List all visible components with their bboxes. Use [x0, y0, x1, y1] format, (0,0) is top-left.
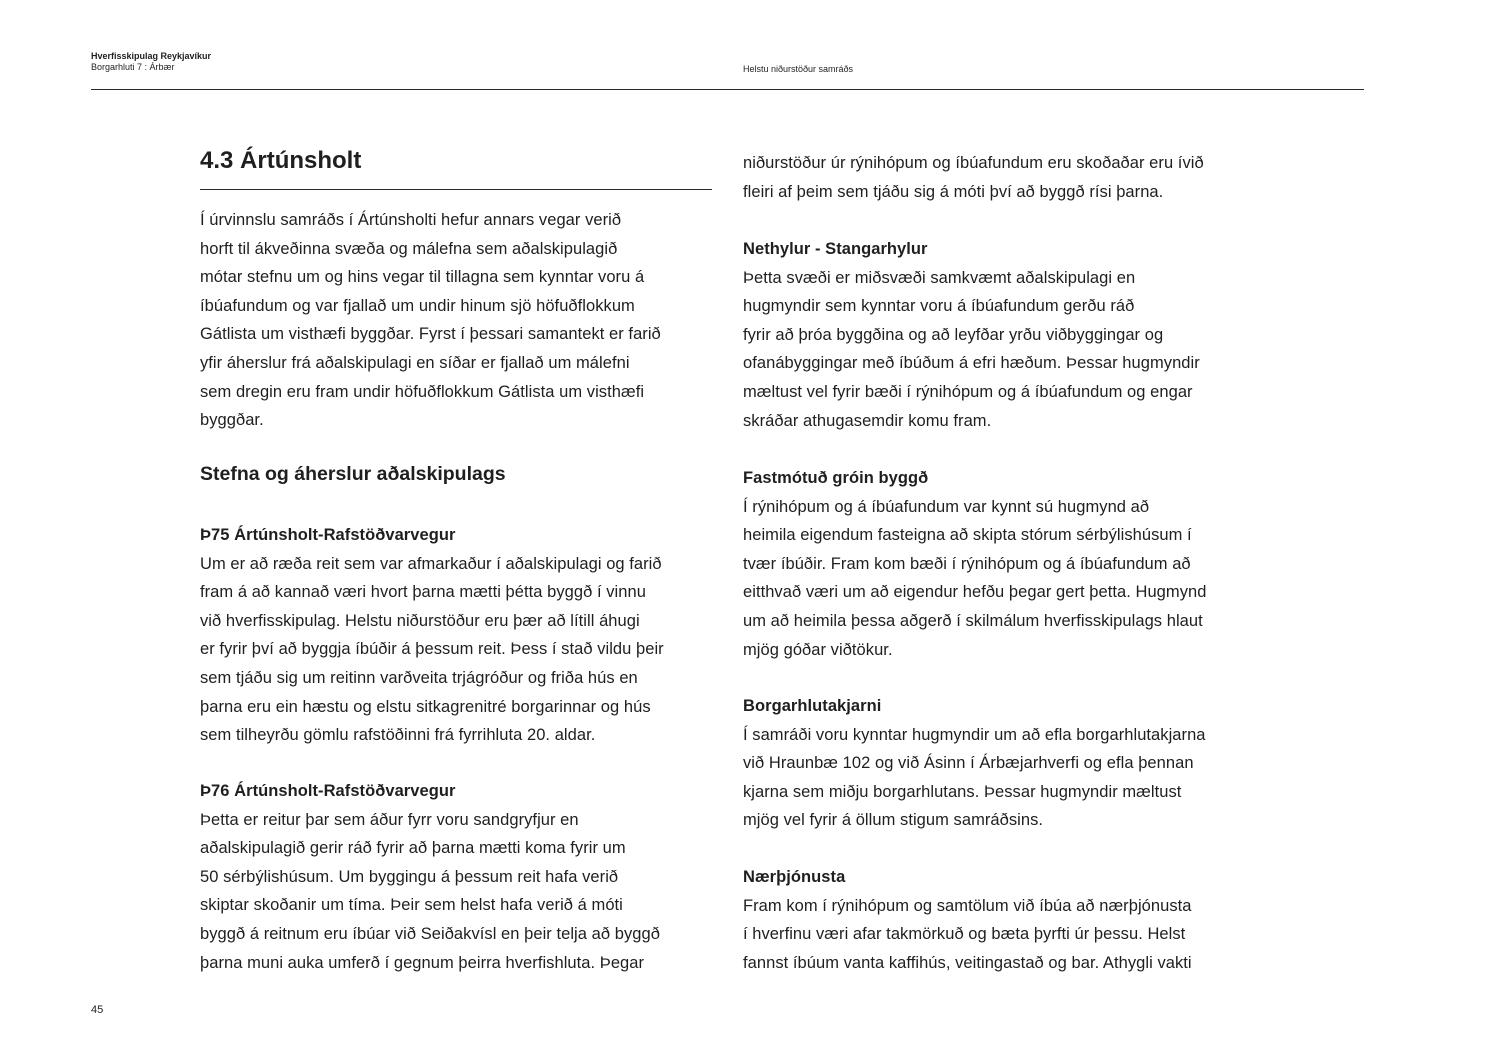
- text-line: Í rýnihópum og á íbúafundum var kynnt sú hugmynd að: [743, 497, 1150, 516]
- text-line: við hverfisskipulag. Helstu niðurstöður eru þær að lítill áhugi: [200, 611, 640, 630]
- text-line: Í úrvinnslu samráðs í Ártúnsholti hefur annars vegar verið: [200, 211, 622, 229]
- section-title: Fastmótuð gróin byggð: [743, 469, 929, 487]
- text-line: byggð á reitnum eru íbúar við Seiðakvísl en þeir telja að byggð: [200, 924, 660, 943]
- section-naerthjonusta: [743, 863, 1192, 977]
- text-line: fannst íbúum vanta kaffihús, veitingastað og bar. Athygli vakti: [743, 953, 1192, 972]
- text-line: heimila eigendum fasteigna að skipta stórum sérbýlishúsum í: [743, 526, 1192, 545]
- section-title: Nærþjónusta: [743, 868, 846, 886]
- text-line: sem tilheyrðu gömlu rafstöðinni frá fyrrihluta 20. aldar.: [200, 726, 596, 745]
- text-line: kjarna sem miðju borgarhlutans. Þessar hugmyndir mæltust: [743, 782, 1182, 801]
- text-line: Gátlista um visthæfi byggðar. Fyrst í þessari samantekt er farið: [200, 325, 661, 344]
- document-title: Hverfisskipulag Reykjavíkur: [91, 51, 212, 61]
- text-line: við Hraunbæ 102 og við Ásinn í Árbæjarhverfi og efla þennan: [743, 754, 1194, 773]
- header-divider: [91, 89, 1364, 90]
- document-subtitle: Borgarhluti 7 : Árbær: [91, 62, 175, 72]
- text-line: um að heimila þessa aðgerð í skilmálum hverfisskipulags hlaut: [743, 611, 1203, 630]
- section-subheading: Stefna og áherslur aðalskipulags: [200, 463, 506, 485]
- text-line: í hverfinu væri afar takmörkuð og bæta þyrfti úr þessu. Helst: [743, 925, 1186, 944]
- text-line: sem dregin eru fram undir höfuðflokkum Gátlista um visthæfi: [200, 382, 645, 401]
- text-line: ofanábyggingar með íbúðum á efri hæðum. Þessar hugmyndir: [743, 354, 1200, 373]
- text-line: yfir áherslur frá aðalskipulagi en síðar er fjallað um málefni: [200, 353, 630, 372]
- section-title: Þ75 Ártúnsholt-Rafstöðvarvegur: [200, 526, 456, 544]
- text-line: aðalskipulagið gerir ráð fyrir að þarna mætti koma fyrir um: [200, 839, 626, 858]
- section-title: Borgarhlutakjarni: [743, 697, 882, 715]
- text-line: byggðar.: [200, 411, 264, 430]
- continuation-paragraph: [743, 149, 1204, 206]
- text-line: Þetta svæði er miðsvæði samkvæmt aðalskipulagi en: [743, 268, 1136, 287]
- text-line: tvær íbúðir. Fram kom bæði í rýnihópum og á íbúafundum að: [743, 554, 1191, 573]
- text-line: mjög vel fyrir á öllum stigum samráðsins.: [743, 811, 1044, 830]
- text-line: hugmyndir sem kynntar voru á íbúafundum gerðu ráð: [743, 297, 1135, 316]
- section-title: Nethylur - Stangarhylur: [743, 240, 928, 258]
- section-th75: [200, 521, 664, 750]
- text-line: Í samráði voru kynntar hugmyndir um að efla borgarhlutakjarna: [743, 725, 1206, 744]
- section-fastmotud: [743, 464, 1206, 664]
- text-line: niðurstöður úr rýnihópum og íbúafundum eru skoðaðar eru ívið: [743, 154, 1204, 172]
- intro-paragraph: [200, 206, 661, 435]
- text-line: íbúafundum og var fjallað um undir hinum sjö höfuðflokkum: [200, 296, 635, 315]
- text-line: fleiri af þeim sem tjáðu sig á móti því að byggð rísi þarna.: [743, 182, 1164, 201]
- running-header: [91, 51, 211, 73]
- text-line: 50 sérbýlishúsum. Um byggingu á þessum reit hafa verið: [200, 867, 619, 886]
- title-divider: [200, 189, 712, 190]
- page-title: 4.3 Ártúnsholt: [200, 147, 362, 174]
- text-line: Um er að ræða reit sem var afmarkaður í aðalskipulagi og farið: [200, 554, 662, 573]
- text-line: mæltust vel fyrir bæði í rýnihópum og á íbúafundum og engar: [743, 382, 1193, 401]
- section-borgarhlutakjarni: [743, 692, 1206, 835]
- text-line: þarna eru ein hæstu og elstu sitkagrenitré borgarinnar og hús: [200, 697, 651, 716]
- text-line: sem tjáðu sig um reitinn varðveita trjágróður og friða hús en: [200, 668, 638, 687]
- text-line: Fram kom í rýnihópum og samtölum við íbúa að nærþjónusta: [743, 896, 1192, 915]
- text-line: horft til ákveðinna svæða og málefna sem aðalskipulagið: [200, 239, 618, 258]
- page-number: 45: [91, 1004, 104, 1016]
- text-line: skráðar athugasemdir komu fram.: [743, 411, 992, 430]
- text-line: mótar stefnu um og hins vegar til tillagna sem kynntar voru á: [200, 268, 645, 287]
- section-title: Þ76 Ártúnsholt-Rafstöðvarvegur: [200, 782, 456, 800]
- text-line: Þetta er reitur þar sem áður fyrr voru sandgryfjur en: [200, 810, 579, 829]
- text-line: skiptar skoðanir um tíma. Þeir sem helst hafa verið á móti: [200, 896, 623, 915]
- section-nethylur: [743, 235, 1200, 435]
- text-line: mjög góðar viðtökur.: [743, 640, 893, 659]
- text-line: er fyrir því að byggja íbúðir á þessum reit. Þess í stað vildu þeir: [200, 640, 664, 659]
- section-header: Helstu niðurstöður samráðs: [743, 64, 854, 74]
- text-line: eitthvað væri um að eigendur hefðu þegar gert þetta. Hugmynd: [743, 583, 1207, 602]
- section-th76: [200, 777, 660, 977]
- text-line: fyrir að þróa byggðina og að leyfðar yrðu viðbyggingar og: [743, 325, 1164, 344]
- text-line: þarna muni auka umferð í gegnum þeirra hverfishluta. Þegar: [200, 953, 645, 972]
- text-line: fram á að kannað væri hvort þarna mætti þétta byggð í vinnu: [200, 583, 646, 602]
